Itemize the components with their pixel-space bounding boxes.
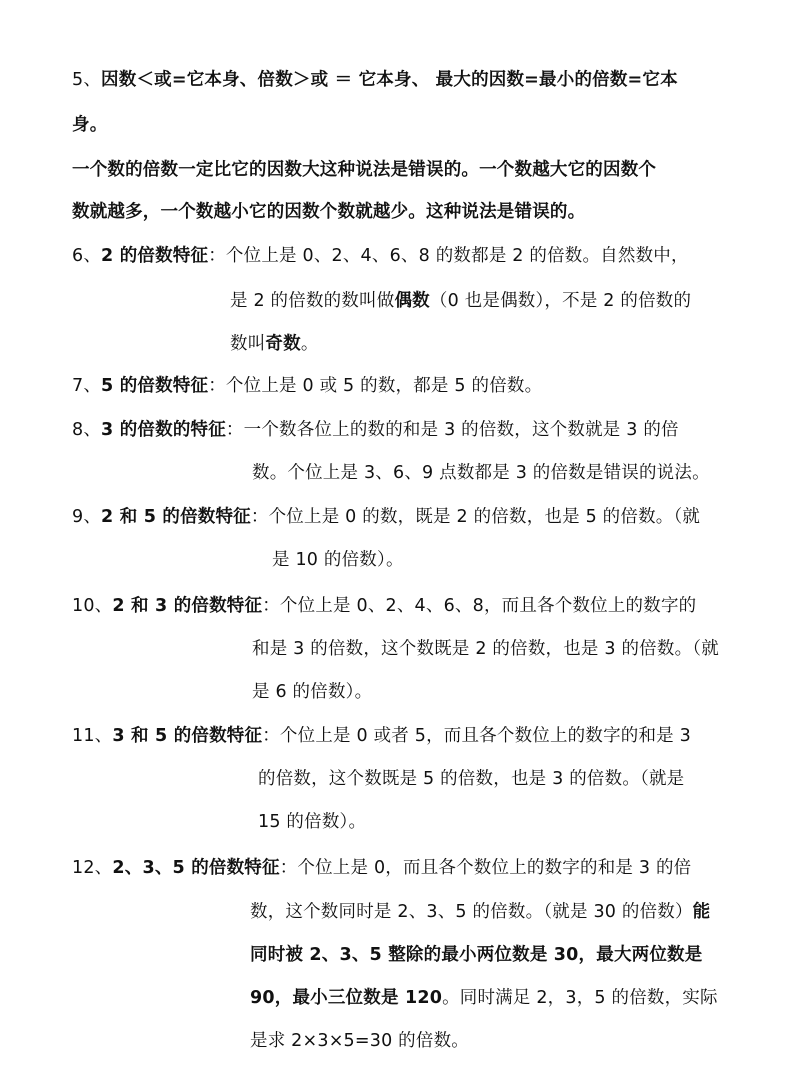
item-number: 8、 [72, 420, 102, 440]
item-6-heading: 2 的倍数特征 [101, 246, 209, 266]
note-line-1: 一个数的倍数一定比它的因数大这种说法是错误的。一个数越大它的因数个 [72, 160, 657, 180]
item-6-text: 是 2 的倍数的数叫做 [230, 291, 395, 311]
item-9-heading: 2 和 5 的倍数特征 [101, 507, 251, 527]
item-11-line-2: 的倍数，这个数既是 5 的倍数，也是 3 的倍数。（就是 [258, 769, 685, 789]
item-12-bold-text: 90，最小三位数是 120 [250, 988, 443, 1008]
item-11-line-1 [72, 721, 691, 751]
item-10-line-3: 是 6 的倍数）。 [252, 682, 373, 702]
item-11-heading: 3 和 5 的倍数特征 [112, 726, 263, 746]
item-number: 12、 [72, 858, 113, 878]
item-11-line-3: 15 的倍数）。 [258, 812, 367, 832]
item-6-line-1 [72, 241, 689, 271]
item-number: 11、 [72, 726, 113, 746]
item-9-text: ：个位上是 0 的数，既是 2 的倍数，也是 5 的倍数。（就 [250, 507, 701, 527]
item-12-text: 数，这个数同时是 2、3、5 的倍数。（就是 30 的倍数） [250, 902, 693, 922]
item-6-line-3 [230, 329, 319, 359]
item-9-line-1 [72, 502, 700, 532]
item-12-line-3: 同时被 2、3、5 整除的最小两位数是 30，最大两位数是 [250, 945, 703, 965]
item-12-text: 。同时满足 2，3，5 的倍数，实际 [442, 988, 718, 1008]
item-5-line-2: 身。 [72, 115, 108, 135]
item-10-text: ：个位上是 0、2、4、6、8，而且各个数位上的数字的 [262, 596, 697, 616]
item-12-line-4 [250, 983, 718, 1013]
item-12-bold-text: 能 [692, 902, 711, 922]
item-10-heading: 2 和 3 的倍数特征 [112, 596, 263, 616]
item-10-line-1 [72, 591, 696, 621]
item-number: 5、 [72, 70, 102, 90]
item-11-text: ：个位上是 0 或者 5，而且各个数位上的数字的和是 3 [262, 726, 691, 746]
item-number: 10、 [72, 596, 113, 616]
item-8-heading: 3 的倍数的特征 [101, 420, 226, 440]
item-8-line-1 [72, 415, 679, 445]
item-number: 7、 [72, 376, 102, 396]
item-6-text: （0 也是偶数），不是 2 的倍数的 [429, 291, 692, 311]
item-8-line-2: 数。个位上是 3、6、9 点数都是 3 的倍数是错误的说法。 [252, 463, 710, 483]
item-12-line-2 [250, 897, 710, 927]
item-6-text: ：个位上是 0、2、4、6、8 的数都是 2 的倍数。自然数中， [208, 246, 689, 266]
item-6-line-2 [230, 286, 691, 316]
item-7-line-1 [72, 371, 542, 401]
item-5-text: 因数＜或=它本身、倍数＞或 ＝ 它本身、 最大的因数=最小的倍数=它本 [101, 70, 678, 90]
item-number: 6、 [72, 246, 102, 266]
item-12-text: ：个位上是 0，而且各个数位上的数字的和是 3 的倍 [279, 858, 692, 878]
item-5-line-1 [72, 65, 678, 95]
item-number: 9、 [72, 507, 102, 527]
term-odd: 奇数 [265, 334, 301, 354]
item-9-line-2: 是 10 的倍数）。 [272, 550, 404, 570]
item-7-heading: 5 的倍数特征 [101, 376, 209, 396]
note-line-2: 数就越多，一个数越小它的因数个数就越少。这种说法是错误的。 [72, 202, 586, 222]
item-12-line-1 [72, 853, 691, 883]
item-12-heading: 2、3、5 的倍数特征 [112, 858, 280, 878]
term-even: 偶数 [394, 291, 430, 311]
item-6-text: 。 [300, 334, 319, 354]
item-12-line-5: 是求 2×3×5=30 的倍数。 [250, 1031, 469, 1051]
item-7-text: ：个位上是 0 或 5 的数，都是 5 的倍数。 [208, 376, 543, 396]
item-8-text: ：一个数各位上的数的和是 3 的倍数，这个数就是 3 的倍 [225, 420, 679, 440]
item-6-text: 数叫 [230, 334, 266, 354]
item-10-line-2: 和是 3 的倍数，这个数既是 2 的倍数，也是 3 的倍数。（就 [252, 639, 719, 659]
